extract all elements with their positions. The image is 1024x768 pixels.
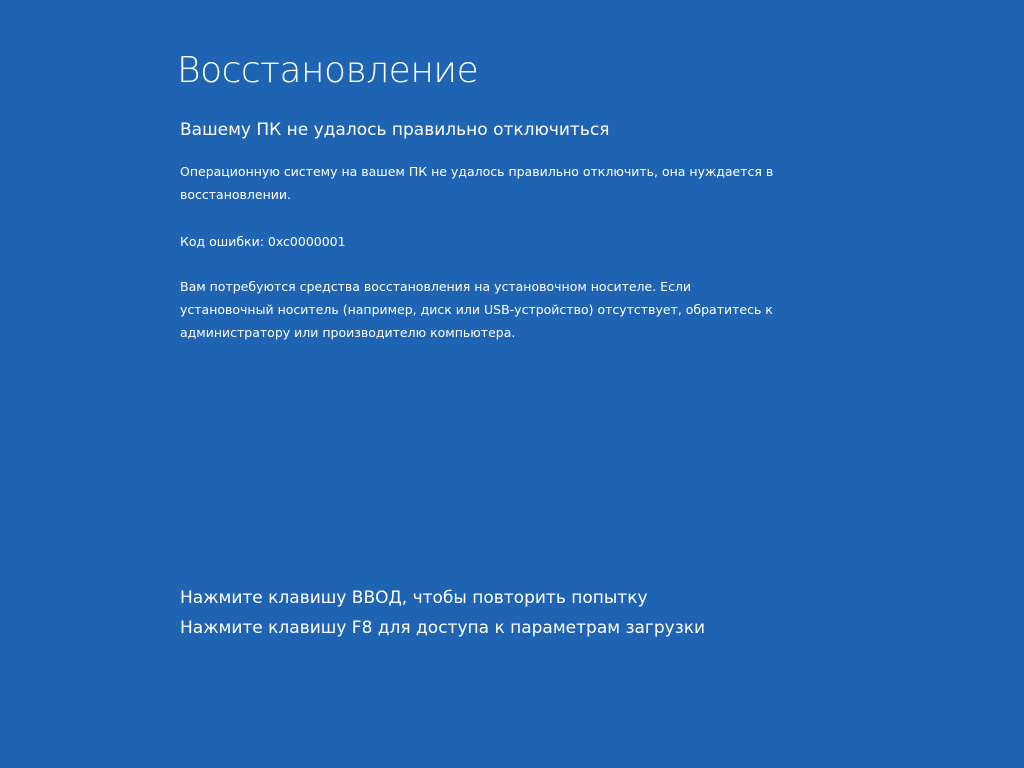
recovery-instructions: Вам потребуются средства восстановления на установочном носителе. Если установочный носитель (например, диск или USB-устройство) отсутствует, обратитесь к администратору или производителю компьютера. [180, 279, 773, 340]
page-title: Восстановление [177, 50, 479, 91]
retry-instruction: Нажмите клавишу ВВОД, чтобы повторить попытку [180, 588, 648, 608]
boot-options-instruction: Нажмите клавишу F8 для доступа к параметрам загрузки [180, 618, 706, 638]
error-code: Код ошибки: 0xc0000001 [180, 234, 346, 249]
error-subtitle: Вашему ПК не удалось правильно отключиться [180, 120, 610, 140]
error-description: Операционную систему на вашем ПК не удалось правильно отключить, она нуждается в восстановлении. [180, 164, 774, 202]
